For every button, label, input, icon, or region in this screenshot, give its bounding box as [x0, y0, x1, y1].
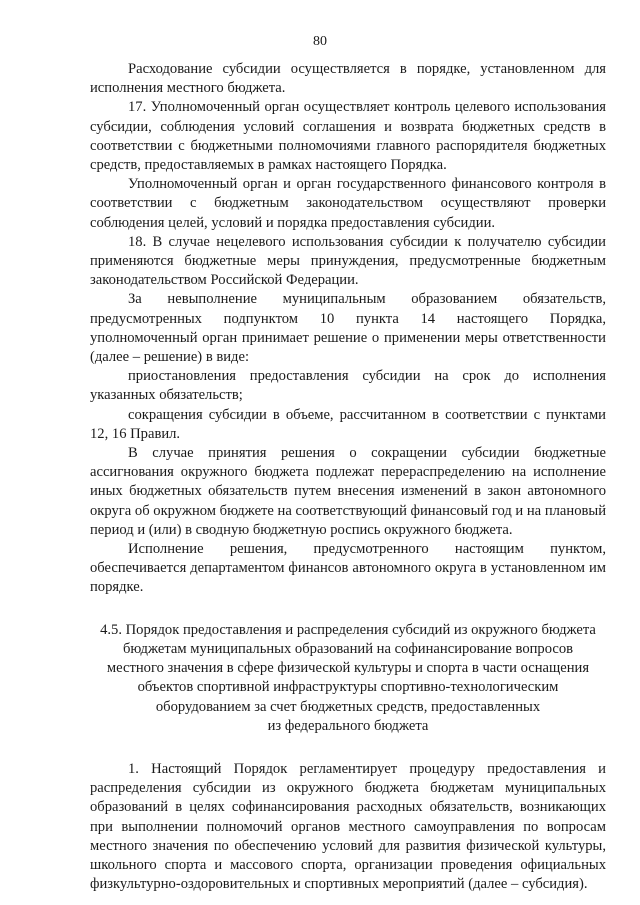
paragraph: 1. Настоящий Порядок регламентирует процедуру предоставления и распределения субсидии из окружного бюджета бюджетам муниципальных образований в целях софинансирования расходных обязательств, возникающих при выполнении полномочий органов местного самоуправления по вопросам местного значения по обеспечению условий для развития физической культуры, школьного спорта и массового спорта, организации проведения официальных физкультурно-оздоровительных и спортивных мероприятий (далее – субсидия).	[90, 760, 606, 893]
paragraph: Уполномоченный орган и орган государственного финансового контроля в соответствии с бюджетным законодательством осуществляют проверки соблюдения целей, условий и порядка предоставления субсидии.	[90, 176, 606, 231]
section-title-line: местного значения в сфере физической культуры и спорта в части оснащения	[106, 660, 590, 677]
section-title-line: объектов спортивной инфраструктуры спортивно-технологическим	[137, 679, 559, 696]
section-title-line: бюджетам муниципальных образований на софинансирование вопросов	[122, 640, 574, 657]
paragraph: Исполнение решения, предусмотренного настоящим пунктом, обеспечивается департаментом финансов автономного округа в установленном им порядке.	[90, 541, 606, 596]
section-title	[90, 621, 606, 736]
section-title-line: 4.5. Порядок предоставления и распределения субсидий из окружного бюджета	[100, 621, 596, 638]
document-body	[90, 60, 606, 894]
section-title-line: оборудованием за счет бюджетных средств, предоставленных	[155, 698, 541, 715]
paragraph: Расходование субсидии осуществляется в порядке, установленном для исполнения местного бюджета.	[90, 61, 606, 97]
section-title-line: из федерального бюджета	[267, 717, 429, 734]
paragraph: За невыполнение муниципальным образованием обязательств, предусмотренных подпунктом 10 пункта 14 настоящего Порядка, уполномоченный орган принимает решение о применении меры ответственности (далее – решение) в виде:	[90, 291, 606, 366]
paragraph: 18. В случае нецелевого использования субсидии к получателю субсидии применяются бюджетные меры принуждения, предусмотренные бюджетным законодательством Российской Федерации.	[90, 233, 606, 289]
paragraph: приостановления предоставления субсидии на срок до исполнения указанных обязательств;	[90, 368, 606, 404]
page-number: 80	[313, 34, 327, 49]
paragraph: В случае принятия решения о сокращении субсидии бюджетные ассигнования окружного бюджета подлежат перераспределению на исполнение иных бюджетных обязательств путем внесения изменений в закон автономного округа об окружном бюджете на соответствующий финансовый год и на плановый период и (или) в сводную бюджетную роспись окружного бюджета.	[90, 445, 606, 538]
paragraph: 17. Уполномоченный орган осуществляет контроль целевого использования субсидии, соблюдения условий соглашения и возврата бюджетных средств в соответствии с бюджетными полномочиями главного распорядителя бюджетных средств, предоставляемых в рамках настоящего Порядка.	[90, 99, 606, 174]
paragraph: сокращения субсидии в объеме, рассчитанном в соответствии с пунктами 12, 16 Правил.	[90, 406, 606, 442]
